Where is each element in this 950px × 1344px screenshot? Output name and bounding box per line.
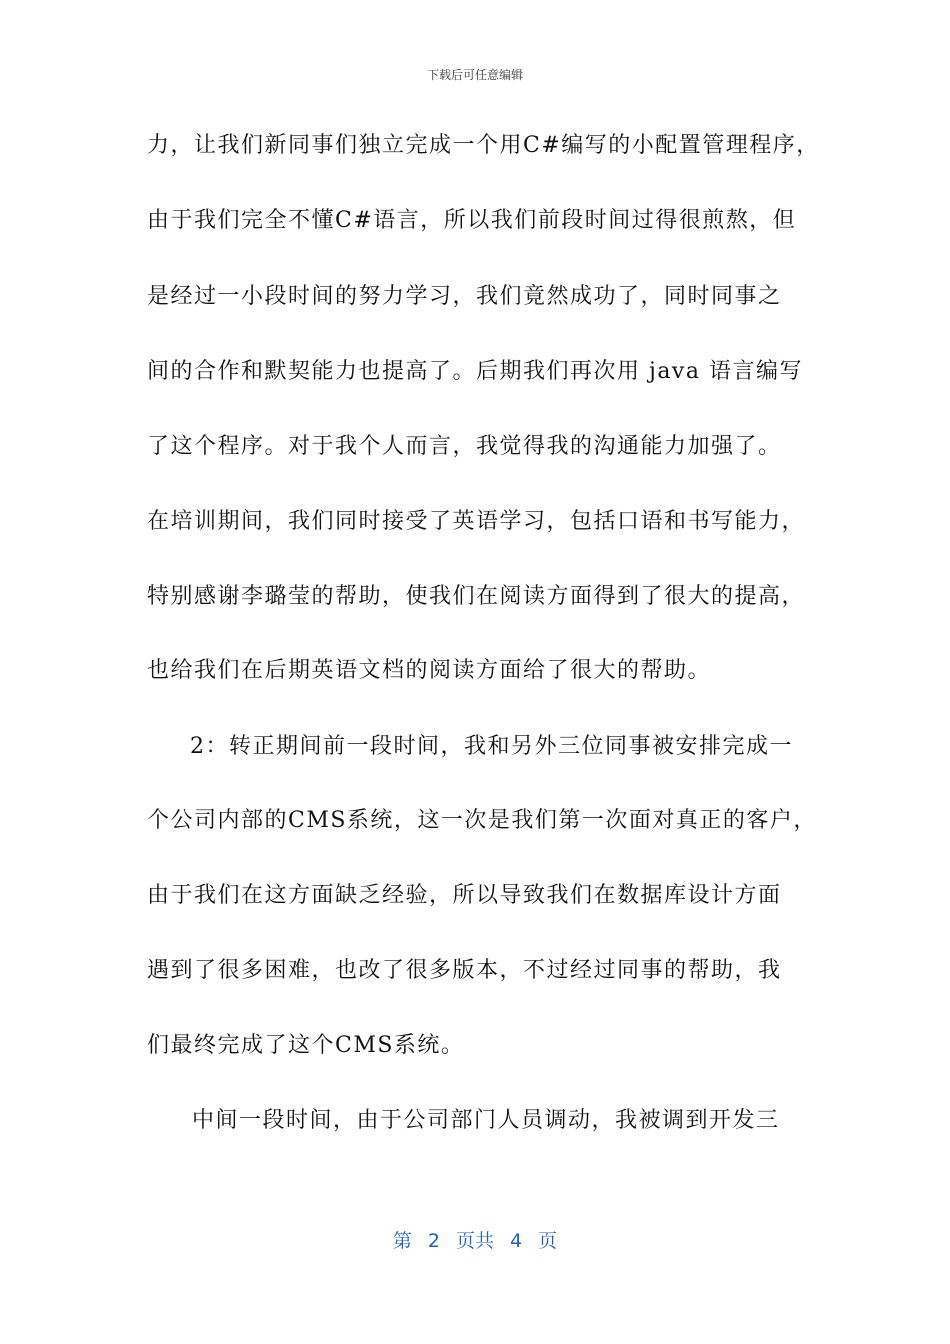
body-line: 遇到了很多困难，也改了很多版本，不过经过同事的帮助，我 [147, 958, 782, 983]
page-header: 下载后可任意编辑 [426, 68, 523, 82]
body-line: 了这个程序。对于我个人而言，我觉得我的沟通能力加强了。 [147, 434, 782, 459]
page-number-footer: 第 2 页共 4 页 [392, 1230, 558, 1252]
body-line: 间的合作和默契能力也提高了。后期我们再次用 java 语言编写 [147, 359, 803, 384]
body-line: 由于我们在这方面缺乏经验，所以导致我们在数据库设计方面 [147, 883, 782, 908]
body-line: 个公司内部的CMS系统，这一次是我们第一次面对真正的客户， [147, 808, 817, 833]
body-line: 2：转正期间前一段时间，我和另外三位同事被安排完成一 [190, 734, 793, 759]
body-line: 是经过一小段时间的努力学习，我们竟然成功了，同时同事之 [147, 284, 782, 309]
body-line: 们最终完成了这个CMS系统。 [147, 1033, 465, 1058]
body-line: 由于我们完全不懂C#语言，所以我们前段时间过得很煎熬，但 [147, 208, 797, 233]
body-line: 在培训期间，我们同时接受了英语学习，包括口语和书写能力， [147, 509, 806, 534]
body-line: 特别感谢李璐莹的帮助，使我们在阅读方面得到了很大的提高， [147, 584, 806, 609]
body-line: 中间一段时间，由于公司部门人员调动，我被调到开发三 [192, 1108, 780, 1133]
body-line: 力，让我们新同事们独立完成一个用C#编写的小配置管理程序， [147, 133, 820, 158]
body-line: 也给我们在后期英语文档的阅读方面给了很大的帮助。 [147, 658, 712, 683]
